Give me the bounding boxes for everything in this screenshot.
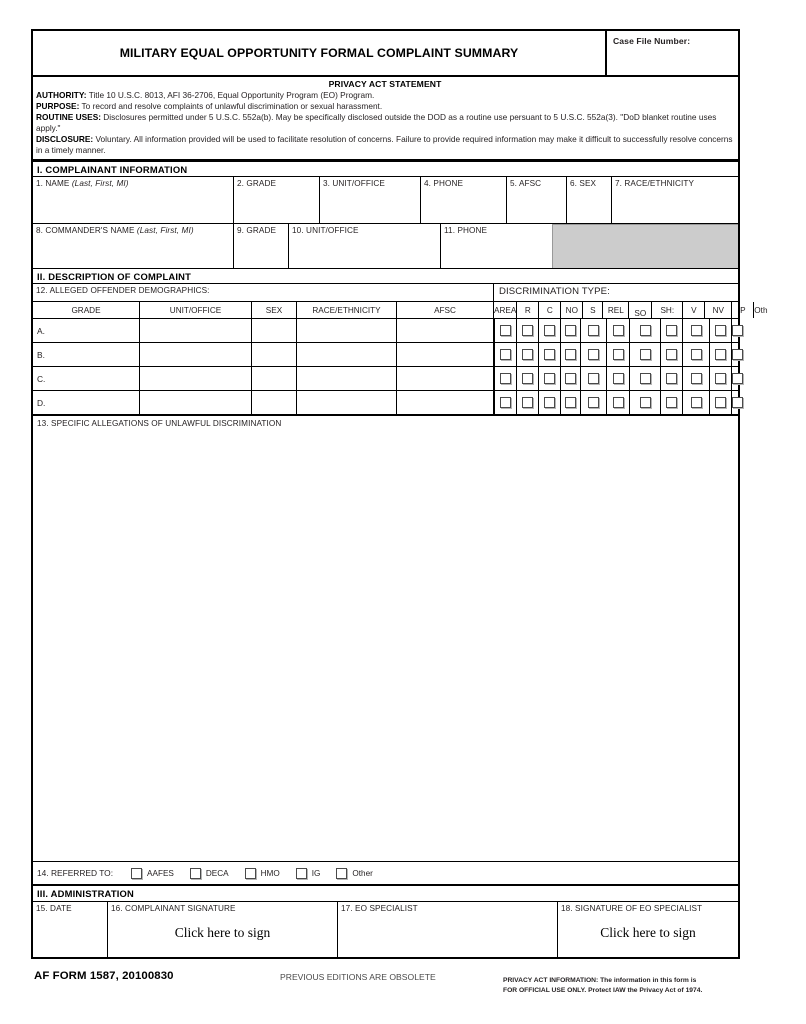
table-row xyxy=(33,319,738,343)
field-eo-specialist-signature-label: 18. SIGNATURE OF EO SPECIALIST xyxy=(561,904,703,914)
checkbox-icon xyxy=(565,349,576,360)
cell-race-c[interactable] xyxy=(297,367,397,390)
field-commander-phone-label: 11. PHONE xyxy=(444,226,488,236)
field-sex-label: 6. SEX xyxy=(570,179,597,189)
cell-unit-b[interactable] xyxy=(140,343,252,366)
field-name-label: 1. NAME xyxy=(36,179,72,189)
checkbox-c-c[interactable] xyxy=(517,367,539,390)
dt-header-so xyxy=(629,302,652,318)
cell-race-d[interactable] xyxy=(297,391,397,414)
checkbox-icon xyxy=(500,325,511,336)
dt-header-no-text: NO xyxy=(565,305,578,315)
field-grade[interactable] xyxy=(234,177,320,223)
privacy-act-heading: PRIVACY ACT STATEMENT xyxy=(328,79,442,89)
dt-header-so-text: SO xyxy=(634,309,647,319)
specific-allegations-field[interactable] xyxy=(33,415,738,862)
demographics-label: 12. ALLEGED OFFENDER DEMOGRAPHICS: xyxy=(36,286,210,296)
field-commander-grade-label: 9. GRADE xyxy=(237,226,277,236)
checkbox-icon xyxy=(613,349,624,360)
case-file-number-field[interactable] xyxy=(607,31,738,75)
referred-option-aafes-label: AAFES xyxy=(147,868,174,878)
checkbox-c-s[interactable] xyxy=(561,367,581,390)
specific-allegations-label: 13. SPECIFIC ALLEGATIONS OF UNLAWFUL DISCRIMINATION xyxy=(37,419,282,429)
cell-grade-b[interactable] xyxy=(33,343,140,366)
cell-grade-a[interactable] xyxy=(33,319,140,342)
discrimination-type-label-cell xyxy=(494,284,738,301)
col-header-area xyxy=(494,302,517,318)
checkbox-icon xyxy=(131,868,142,879)
referred-option-hmo-label: HMO xyxy=(260,868,280,878)
dt-header-r-text: R xyxy=(524,305,531,315)
privacy-footer-line-2: FOR OFFICIAL USE ONLY. Protect IAW the Privacy Act of 1974. xyxy=(503,986,703,994)
checkbox-icon xyxy=(588,325,599,336)
checkbox-icon xyxy=(588,349,599,360)
dt-header-c-text: C xyxy=(546,305,553,315)
checkbox-icon xyxy=(666,397,677,408)
referred-option-ig-label: IG xyxy=(311,868,321,878)
privacy-routine-uses xyxy=(36,112,734,134)
field-afsc[interactable] xyxy=(507,177,567,223)
dt-header-r xyxy=(517,302,539,318)
row-label-d: D. xyxy=(37,397,46,408)
privacy-routine-text: Disclosures permitted under 5 U.S.C. 552a(b). May be specifically disclosed outside the DOD as a routine use persuant to 5 U.S.C. 552a(3). "DoD blanket routine uses apply." xyxy=(36,112,717,134)
row-label-a: A. xyxy=(37,325,45,336)
row-label-c: C. xyxy=(37,373,46,384)
checkbox-icon xyxy=(715,349,726,360)
checkbox-c-no[interactable] xyxy=(539,367,561,390)
cell-unit-d[interactable] xyxy=(140,391,252,414)
checkbox-icon xyxy=(522,349,533,360)
col-header-grade-text: GRADE xyxy=(71,305,101,315)
cell-grade-c[interactable] xyxy=(33,367,140,390)
checkbox-b-oth[interactable] xyxy=(732,343,743,366)
privacy-authority-text: Title 10 U.S.C. 8013, AFI 36-2706, Equal Opportunity Program (EO) Program. xyxy=(86,90,375,100)
checkbox-icon xyxy=(565,325,576,336)
dt-header-p-text: P xyxy=(740,305,746,315)
checkbox-b-rel[interactable] xyxy=(581,343,607,366)
checkbox-icon xyxy=(190,868,201,879)
checkbox-icon xyxy=(732,373,743,384)
checkbox-icon xyxy=(640,397,651,408)
cell-grade-d[interactable] xyxy=(33,391,140,414)
cell-afsc-a[interactable] xyxy=(397,319,494,342)
dt-group-c xyxy=(495,367,743,390)
checkbox-icon xyxy=(613,325,624,336)
checkbox-icon xyxy=(613,397,624,408)
af-form-1587 xyxy=(31,29,768,959)
discrimination-type-label: DISCRIMINATION TYPE: xyxy=(499,286,610,298)
checkbox-icon xyxy=(691,325,702,336)
checkbox-icon xyxy=(715,397,726,408)
section-1-heading: I. COMPLAINANT INFORMATION xyxy=(33,161,738,177)
field-commander-unit-office[interactable] xyxy=(289,224,441,268)
privacy-footer-line-1: PRIVACY ACT INFORMATION: The information in this form is xyxy=(503,977,697,984)
checkbox-icon xyxy=(640,325,651,336)
dt-header-nv xyxy=(705,302,732,318)
checkbox-icon xyxy=(544,397,555,408)
field-phone[interactable] xyxy=(421,177,507,223)
dt-header-sh-text: SH: xyxy=(660,305,675,315)
privacy-authority xyxy=(36,90,734,101)
col-header-afsc-text: AFSC xyxy=(434,305,456,315)
field-afsc-label: 5. AFSC xyxy=(510,179,542,189)
privacy-act-statement xyxy=(33,77,738,161)
col-header-race-ethnicity-text: RACE/ETHNICITY xyxy=(312,305,381,315)
checkbox-icon xyxy=(640,349,651,360)
field-commander-unit-office-label: 10. UNIT/OFFICE xyxy=(292,226,359,236)
referred-option-deca-label: DECA xyxy=(205,868,229,878)
col-header-afsc xyxy=(397,302,494,318)
table-row xyxy=(33,343,738,367)
title-bar xyxy=(33,31,738,77)
checkbox-d-p[interactable] xyxy=(710,391,732,414)
checkbox-a-p[interactable] xyxy=(710,319,732,342)
checkbox-c-p[interactable] xyxy=(710,367,732,390)
cell-sex-a[interactable] xyxy=(252,319,297,342)
checkbox-d-rel[interactable] xyxy=(581,391,607,414)
checkbox-c-nv[interactable] xyxy=(683,367,710,390)
checkbox-icon xyxy=(544,373,555,384)
referred-option-other[interactable] xyxy=(336,868,372,879)
eo-specialist-sign-button[interactable]: Click here to sign xyxy=(600,925,696,941)
checkbox-icon xyxy=(666,325,677,336)
col-header-sex-text: SEX xyxy=(265,305,283,315)
checkbox-icon xyxy=(500,349,511,360)
cell-race-a[interactable] xyxy=(297,319,397,342)
checkbox-icon xyxy=(336,868,347,879)
col-header-unit-office-text: UNIT/OFFICE xyxy=(169,305,222,315)
checkbox-b-sh[interactable] xyxy=(630,343,661,366)
checkbox-icon xyxy=(613,373,624,384)
field-unit-office-label: 3. UNIT/OFFICE xyxy=(323,179,385,189)
dt-header-oth xyxy=(754,302,767,318)
cell-afsc-b[interactable] xyxy=(397,343,494,366)
privacy-disclosure-text: Voluntary. All information provided will be used to facilitate resolution of concerns. Failure to provide required information may make it difficult to successfully resolve concerns in a timely manner. xyxy=(36,134,733,156)
checkbox-b-s[interactable] xyxy=(561,343,581,366)
checkbox-c-r[interactable] xyxy=(495,367,517,390)
form-identifier: AF FORM 1587, 20100830 xyxy=(34,970,174,982)
page-title: MILITARY EQUAL OPPORTUNITY FORMAL COMPLAINT SUMMARY xyxy=(33,31,607,75)
complainant-row-2 xyxy=(33,224,738,268)
dt-header-sh xyxy=(652,302,683,318)
checkbox-icon xyxy=(544,349,555,360)
field-name[interactable] xyxy=(33,177,234,223)
cell-race-b[interactable] xyxy=(297,343,397,366)
col-header-race-ethnicity xyxy=(297,302,397,318)
checkbox-d-c[interactable] xyxy=(517,391,539,414)
checkbox-b-so[interactable] xyxy=(607,343,630,366)
privacy-act-footer xyxy=(503,976,702,995)
checkbox-c-sh[interactable] xyxy=(630,367,661,390)
checkbox-c-oth[interactable] xyxy=(732,367,743,390)
referred-option-hmo[interactable] xyxy=(245,868,280,879)
dt-header-v xyxy=(683,302,705,318)
field-commander-name-label: 8. COMMANDER'S NAME xyxy=(36,226,137,236)
field-eo-specialist-signature[interactable] xyxy=(558,902,738,957)
demographics-label-cell xyxy=(33,284,494,301)
checkbox-d-nv[interactable] xyxy=(683,391,710,414)
field-grade-label: 2. GRADE xyxy=(237,179,277,189)
row-label-b: B. xyxy=(37,349,45,360)
dt-header-c xyxy=(539,302,561,318)
checkbox-d-r[interactable] xyxy=(495,391,517,414)
checkbox-a-no[interactable] xyxy=(539,319,561,342)
privacy-routine-label: ROUTINE USES: xyxy=(36,112,101,123)
section-2-heading: II. DESCRIPTION OF COMPLAINT xyxy=(33,268,738,284)
checkbox-d-oth[interactable] xyxy=(732,391,743,414)
checkbox-icon xyxy=(691,373,702,384)
field-eo-specialist[interactable] xyxy=(338,902,558,957)
checkbox-b-nv[interactable] xyxy=(683,343,710,366)
field-race-ethnicity-label: 7. RACE/ETHNICITY xyxy=(615,179,695,189)
checkbox-icon xyxy=(691,397,702,408)
checkbox-icon xyxy=(500,373,511,384)
cell-sex-c[interactable] xyxy=(252,367,297,390)
referred-to-label: 14. REFERRED TO: xyxy=(37,868,114,879)
col-header-sex xyxy=(252,302,297,318)
checkbox-icon xyxy=(565,397,576,408)
dt-header-s xyxy=(583,302,603,318)
cell-unit-a[interactable] xyxy=(140,319,252,342)
field-commander-name[interactable] xyxy=(33,224,234,268)
checkbox-icon xyxy=(715,373,726,384)
checkbox-icon xyxy=(500,397,511,408)
privacy-purpose-text: To record and resolve complaints of unlawful discrimination or sexual harassment. xyxy=(79,101,383,112)
checkbox-icon xyxy=(732,349,743,360)
checkbox-d-so[interactable] xyxy=(607,391,630,414)
privacy-purpose xyxy=(36,101,734,112)
cell-unit-c[interactable] xyxy=(140,367,252,390)
referred-option-other-label: Other xyxy=(352,868,373,878)
checkbox-a-sh[interactable] xyxy=(630,319,661,342)
demographics-header-row xyxy=(33,302,768,319)
referred-to-row xyxy=(33,862,738,886)
checkbox-icon xyxy=(732,397,743,408)
field-race-ethnicity[interactable] xyxy=(612,177,738,223)
privacy-disclosure-label: DISCLOSURE: xyxy=(36,134,94,145)
col-header-area-text: AREA xyxy=(494,305,517,315)
privacy-authority-label: AUTHORITY: xyxy=(36,90,87,100)
checkbox-c-so[interactable] xyxy=(607,367,630,390)
checkbox-d-s[interactable] xyxy=(561,391,581,414)
cell-afsc-d[interactable] xyxy=(397,391,494,414)
field-name-hint: (Last, First, MI) xyxy=(71,179,129,189)
referred-option-deca[interactable] xyxy=(190,868,229,879)
checkbox-b-p[interactable] xyxy=(710,343,732,366)
case-file-number-label: Case File Number: xyxy=(613,36,691,46)
discrimination-type-header-group xyxy=(517,302,767,318)
checkbox-icon xyxy=(522,397,533,408)
checkbox-c-rel[interactable] xyxy=(581,367,607,390)
administration-row xyxy=(33,902,738,957)
checkbox-b-no[interactable] xyxy=(539,343,561,366)
checkbox-a-s[interactable] xyxy=(561,319,581,342)
checkbox-a-rel[interactable] xyxy=(581,319,607,342)
complainant-sign-button[interactable]: Click here to sign xyxy=(174,925,271,941)
field-phone-label: 4. PHONE xyxy=(424,179,464,189)
dt-header-p xyxy=(732,302,754,318)
checkbox-icon xyxy=(522,325,533,336)
checkbox-b-v[interactable] xyxy=(661,343,683,366)
checkbox-icon xyxy=(732,325,743,336)
demographics-label-row xyxy=(33,284,738,302)
cell-sex-b[interactable] xyxy=(252,343,297,366)
shaded-reserved-area xyxy=(552,224,738,268)
checkbox-icon xyxy=(691,349,702,360)
checkbox-b-r[interactable] xyxy=(495,343,517,366)
checkbox-icon xyxy=(296,868,307,879)
checkbox-icon xyxy=(588,373,599,384)
checkbox-d-sh[interactable] xyxy=(630,391,661,414)
checkbox-icon xyxy=(666,373,677,384)
privacy-purpose-label: PURPOSE: xyxy=(36,101,80,112)
privacy-disclosure xyxy=(36,134,734,156)
table-row xyxy=(33,391,738,415)
referred-option-aafes[interactable] xyxy=(131,868,174,879)
checkbox-a-nv[interactable] xyxy=(683,319,710,342)
col-header-grade xyxy=(33,302,140,318)
dt-group-d xyxy=(495,391,743,414)
field-complainant-signature-label: 16. COMPLAINANT SIGNATURE xyxy=(111,904,236,914)
checkbox-a-oth[interactable] xyxy=(732,319,743,342)
checkbox-icon xyxy=(715,325,726,336)
dt-group-b xyxy=(495,343,743,366)
field-date-label: 15. DATE xyxy=(36,904,72,914)
checkbox-d-no[interactable] xyxy=(539,391,561,414)
field-date[interactable] xyxy=(33,902,108,957)
checkbox-a-so[interactable] xyxy=(607,319,630,342)
checkbox-a-r[interactable] xyxy=(495,319,517,342)
checkbox-icon xyxy=(565,373,576,384)
dt-header-v-text: V xyxy=(691,305,697,315)
checkbox-icon xyxy=(666,349,677,360)
field-complainant-signature[interactable] xyxy=(108,902,338,957)
checkbox-a-v[interactable] xyxy=(661,319,683,342)
checkbox-a-c[interactable] xyxy=(517,319,539,342)
referred-option-ig[interactable] xyxy=(296,868,321,879)
complainant-row-1 xyxy=(33,177,738,224)
section-3-heading: III. ADMINISTRATION xyxy=(33,886,738,902)
field-commander-name-hint: (Last, First, MI) xyxy=(136,226,194,236)
dt-header-nv-text: NV xyxy=(712,305,724,315)
table-row xyxy=(33,367,738,391)
checkbox-b-c[interactable] xyxy=(517,343,539,366)
field-eo-specialist-label: 17. EO SPECIALIST xyxy=(341,904,418,914)
dt-header-rel xyxy=(603,302,629,318)
checkbox-icon xyxy=(640,373,651,384)
checkbox-d-v[interactable] xyxy=(661,391,683,414)
checkbox-icon xyxy=(522,373,533,384)
field-sex[interactable] xyxy=(567,177,612,223)
cell-afsc-c[interactable] xyxy=(397,367,494,390)
dt-header-rel-text: REL xyxy=(607,305,624,315)
field-unit-office[interactable] xyxy=(320,177,421,223)
col-header-unit-office xyxy=(140,302,252,318)
cell-sex-d[interactable] xyxy=(252,391,297,414)
dt-group-a xyxy=(495,319,743,342)
dt-header-s-text: S xyxy=(590,305,596,315)
dt-header-no xyxy=(561,302,583,318)
previous-editions-note: PREVIOUS EDITIONS ARE OBSOLETE xyxy=(280,972,436,982)
dt-header-oth-text: Oth xyxy=(754,305,768,315)
checkbox-c-v[interactable] xyxy=(661,367,683,390)
field-commander-grade[interactable] xyxy=(234,224,289,268)
checkbox-icon xyxy=(544,325,555,336)
checkbox-icon xyxy=(588,397,599,408)
field-commander-phone[interactable] xyxy=(441,224,738,268)
checkbox-icon xyxy=(245,868,256,879)
